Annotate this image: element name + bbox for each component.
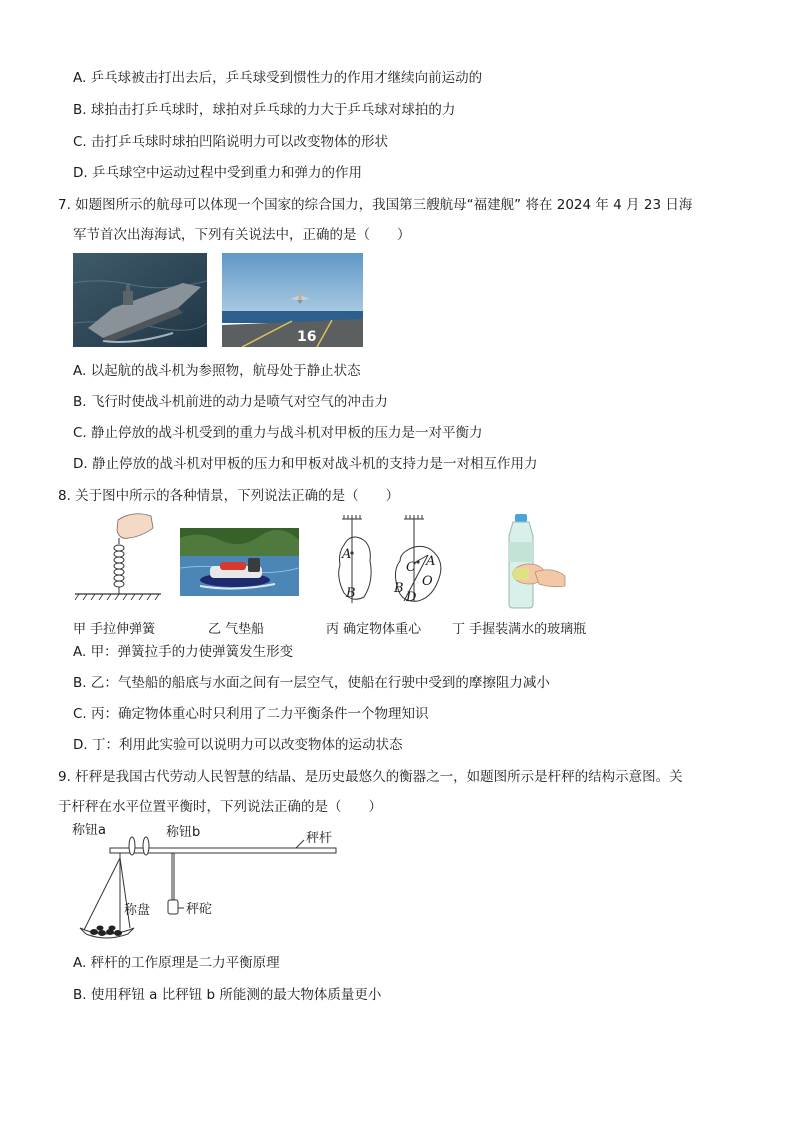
q6-option-d: D. 乒乓球空中运动过程中受到重力和弹力的作用 (73, 165, 362, 181)
point-b-right: B (394, 581, 404, 596)
point-o: O (422, 574, 433, 589)
hovercraft-photo (180, 528, 299, 596)
steelyard-diagram (70, 818, 360, 946)
q7-stem-line1: 7. 如题图所示的航母可以体现一个国家的综合国力，我国第三艘航母“福建舰” 将在 2024 年 4 月 23 日海 (58, 197, 693, 213)
q7-option-c: C. 静止停放的战斗机受到的重力与战斗机对甲板的压力是一对平衡力 (73, 425, 483, 441)
point-a-left: A (342, 547, 352, 562)
caption-ding: 丁 手握装满水的玻璃瓶 (452, 622, 587, 637)
fighter-takeoff-photo (222, 253, 363, 347)
q8-stem: 8. 关于图中所示的各种情景，下列说法正确的是（ ） (58, 488, 400, 504)
q7-option-d: D. 静止停放的战斗机对甲板的压力和甲板对战斗机的支持力是一对相互作用力 (73, 456, 538, 472)
label-knob-a: 称钮a (72, 823, 106, 838)
q6-option-c: C. 击打乒乓球时球拍凹陷说明力可以改变物体的形状 (73, 134, 389, 150)
q8-option-a: A. 甲：弹簧拉手的力使弹簧发生形变 (73, 644, 294, 660)
caption-bing: 丙 确定物体重心 (326, 622, 422, 637)
label-pan: 称盘 (124, 903, 151, 918)
center-of-gravity-figure (330, 515, 450, 607)
point-a-right: A (426, 554, 436, 569)
deck-number: 16 (297, 329, 317, 345)
point-b-left: B (346, 586, 356, 601)
label-knob-b: 称钮b (166, 825, 201, 840)
point-d: D (406, 590, 417, 605)
carrier-photo (73, 253, 207, 347)
spring-figure (73, 510, 163, 606)
q8-option-d: D. 丁：利用此实验可以说明力可以改变物体的运动状态 (73, 737, 403, 753)
caption-jia: 甲 手拉伸弹簧 (73, 622, 156, 637)
q8-option-b: B. 乙：气垫船的船底与水面之间有一层空气，使船在行驶中受到的摩擦阻力减小 (73, 675, 550, 691)
q7-option-b: B. 飞行时使战斗机前进的动力是喷气对空气的冲击力 (73, 394, 388, 410)
point-c: C (406, 560, 416, 575)
q9-option-a: A. 秤杆的工作原理是二力平衡原理 (73, 955, 280, 971)
label-weight: 秤砣 (186, 902, 213, 917)
q6-option-b: B. 球拍击打乒乓球时，球拍对乒乓球的力大于乒乓球对球拍的力 (73, 102, 456, 118)
q9-stem-line1: 9. 杆秤是我国古代劳动人民智慧的结晶、是历史最悠久的衡器之一，如题图所示是杆秤的结构示意图。关 (58, 769, 683, 785)
water-bottle-figure (495, 512, 570, 610)
q7-stem-line2: 军节首次出海海试，下列有关说法中，正确的是（ ） (73, 227, 411, 243)
q9-stem-line2: 于杆秤在水平位置平衡时，下列说法正确的是（ ） (58, 799, 382, 815)
q6-option-a: A. 乒乓球被击打出去后，乒乓球受到惯性力的作用才继续向前运动的 (73, 70, 483, 86)
label-rod: 秤杆 (306, 831, 333, 846)
q8-option-c: C. 丙：确定物体重心时只利用了二力平衡条件一个物理知识 (73, 706, 429, 722)
caption-yi: 乙 气垫船 (208, 622, 265, 637)
q7-option-a: A. 以起航的战斗机为参照物，航母处于静止状态 (73, 363, 361, 379)
q9-option-b: B. 使用秤钮 a 比秤钮 b 所能测的最大物体质量更小 (73, 987, 382, 1003)
